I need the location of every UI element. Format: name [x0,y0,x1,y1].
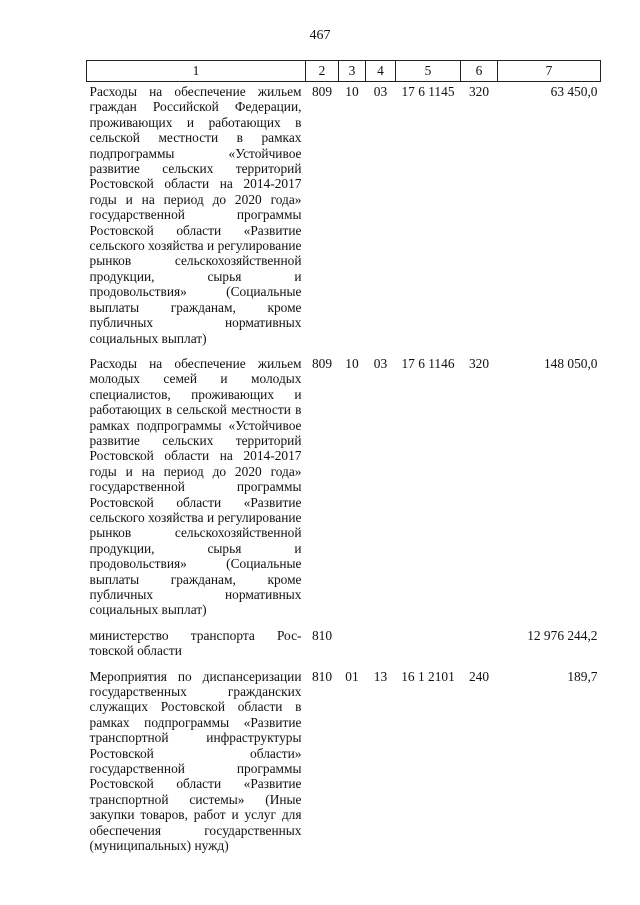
row-ministry-code: 810 [311,668,333,684]
row-target-code: 16 1 2101 [401,668,455,684]
row-name: Расходы на обеспечение жильем молодых семей и молодых специалистов, проживающих и работающих в сельской местности в рамках подпрограммы «Устойчивое развитие сельских территорий Ростовской области на 2014-2017 годы и на период до 2020 года» государственной программы Ростовской области «Развитие сельского хозяйства и регулирование рынков сельскохозяйственной продукции, сырья и продовольствия» (Социальные выплаты гражданам, кроме публичных нормативных социальных выплат) [89,355,302,618]
row-amount: 63 450,0 [550,84,598,99]
column-header-1: 1 [87,61,306,82]
row-target-code: 17 6 1146 [401,355,455,371]
column-header-5: 5 [396,61,461,82]
row-name: Мероприятия по диспансеризации государственных гражданских служащих Ростовской области в рамках подпрограммы «Развитие транспортной инфраструктуры Ростовской области» государственной программы Ростовской области «Развитие транспортной системы» (Иные закупки товаров, работ и услуг для обеспечения государственных (муниципальных) нужд) [89,668,302,854]
table-row [87,626,601,667]
row-name: министерство транспорта Ростовской области [89,627,302,659]
table-row [87,667,601,854]
row-ministry-code: 809 [311,84,333,99]
row-expense-type-code: 320 [468,355,490,371]
row-ministry-code: 809 [311,355,333,371]
row-section-code: 01 [345,668,359,684]
row-subsection-code [366,626,396,667]
row-section-code: 10 [345,84,359,99]
row-expense-type-code: 320 [468,84,490,99]
column-header-4: 4 [366,61,396,82]
row-name: Расходы на обеспечение жильем граждан Российской Федерации, проживающих и работающих в сельской местности в рамках подпрограммы «Устойчивое развитие сельских территорий Ростовской области на 2014-2017 годы и на период до 2020 года» государственной программы Ростовской области «Развитие сельского хозяйства и регулирование рынков сельскохозяйственной продукции, сырья и продовольствия» (Социальные выплаты гражданам, кроме публичных нормативных социальных выплат) [89,84,302,346]
table-row [87,354,601,626]
table-row [87,82,601,354]
column-header-7: 7 [498,61,601,82]
column-header-2: 2 [306,61,339,82]
row-amount: 12 976 244,2 [527,627,598,643]
row-subsection-code: 03 [373,84,388,99]
page-number: 467 [309,28,331,43]
row-target-code: 17 6 1145 [401,84,455,99]
column-header-3: 3 [339,61,366,82]
table-header-row [87,61,601,82]
row-section-code [339,626,366,667]
row-target-code [396,626,461,667]
row-amount: 148 050,0 [543,355,598,371]
column-header-6: 6 [461,61,498,82]
row-subsection-code: 13 [373,668,388,684]
row-section-code: 10 [345,355,359,371]
row-subsection-code: 03 [373,355,388,371]
row-ministry-code: 810 [311,627,333,643]
row-expense-type-code [461,626,498,667]
budget-table [86,60,601,854]
row-amount: 189,7 [567,668,598,684]
row-expense-type-code: 240 [468,668,490,684]
